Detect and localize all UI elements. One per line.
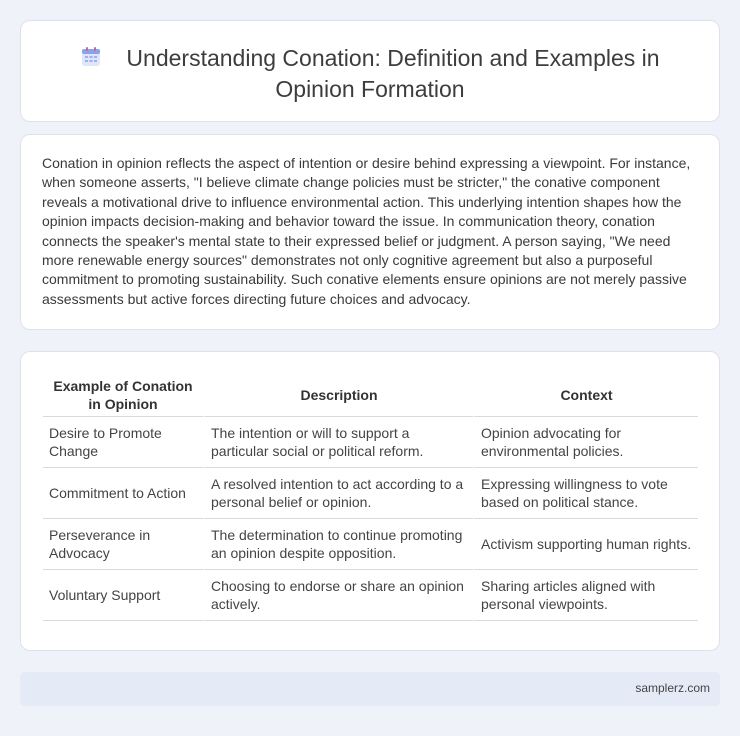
intro-paragraph: Conation in opinion reflects the aspect of intention or desire behind expressing a viewpoint. For instance, when someone asserts, "I believe climate change policies must be stricter," the conative component reveals a motivational drive to influence environmental action. This underlying intention shapes how the opinion impacts decision-making and behavior toward the issue. In communication theory, conation connects the speaker's mental state to their expressed belief or judgment. A person saying, "We need more renewable energy sources" demonstrates not only cognitive agreement but also a purposeful commitment to promoting sustainability. Such conative elements ensure opinions are not merely passive assessments but active forces directing future choices and advocacy. [42, 155, 691, 307]
table-cell-context: Activism supporting human rights. [473, 519, 698, 570]
examples-table [43, 374, 698, 621]
table-cell-description: The determination to continue promoting an opinion despite opposition. [203, 519, 473, 570]
footer-bar [20, 672, 720, 706]
table-row [43, 417, 698, 468]
column-header-context: Context [473, 374, 698, 417]
column-header-description: Description [203, 374, 473, 417]
page-title: Understanding Conation: Definition and Examples in Opinion Formation [126, 45, 660, 102]
table-cell-description: The intention or will to support a particular social or political reform. [203, 417, 473, 468]
table-cell-description: A resolved intention to act according to a personal belief or opinion. [203, 468, 473, 519]
table-cell-context: Expressing willingness to vote based on political stance. [473, 468, 698, 519]
table-cell-example: Commitment to Action [43, 468, 203, 519]
table-row [43, 519, 698, 570]
table-cell-example: Perseverance in Advocacy [43, 519, 203, 570]
column-header-example: Example of Conation in Opinion [43, 374, 203, 417]
title-card [20, 20, 720, 122]
table-header-row [43, 374, 698, 417]
table-row [43, 468, 698, 519]
title-wrap [61, 43, 679, 105]
footer-site-label: samplerz.com [635, 681, 710, 695]
table-cell-example: Voluntary Support [43, 570, 203, 621]
table-row [43, 570, 698, 621]
calendar-icon [80, 46, 102, 68]
table-cell-description: Choosing to endorse or share an opinion actively. [203, 570, 473, 621]
table-cell-context: Opinion advocating for environmental policies. [473, 417, 698, 468]
table-cell-context: Sharing articles aligned with personal viewpoints. [473, 570, 698, 621]
intro-card [20, 134, 720, 330]
table-card [20, 351, 720, 651]
table-cell-example: Desire to Promote Change [43, 417, 203, 468]
